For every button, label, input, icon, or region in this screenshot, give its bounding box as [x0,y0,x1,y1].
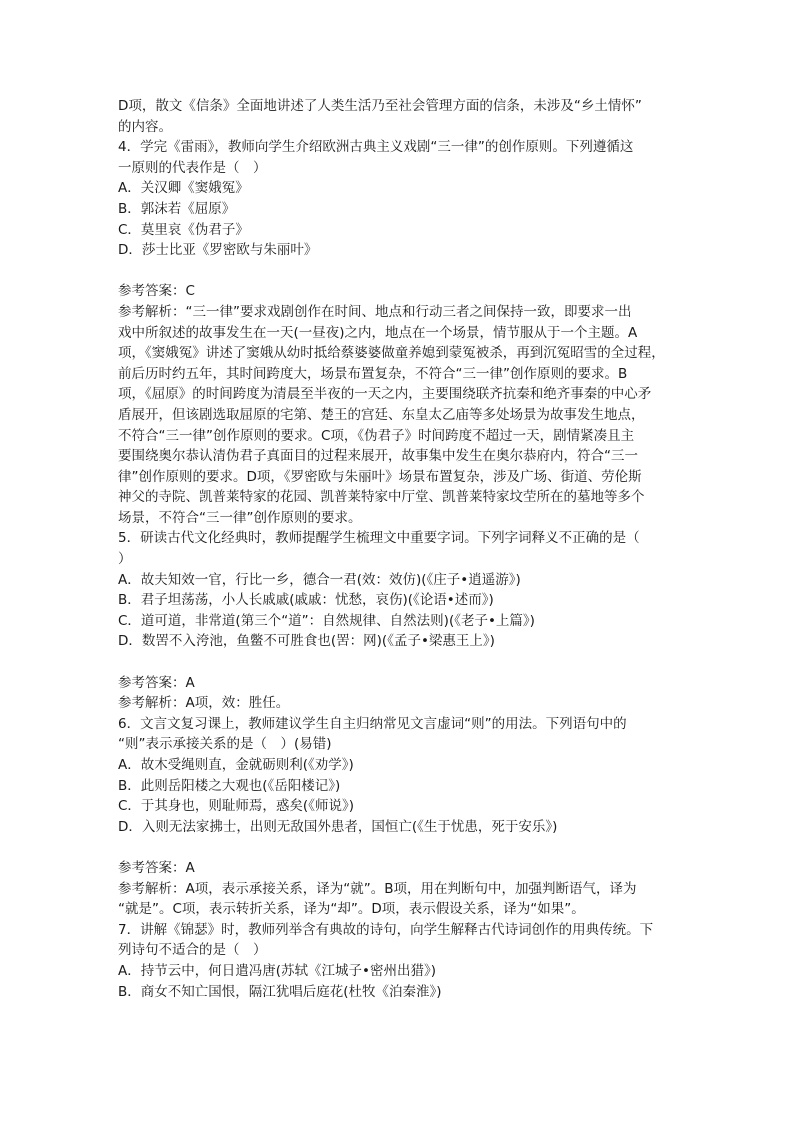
paragraph-gap [118,837,678,858]
text-line: C．于其身也，则耻师焉，惑矣(《师说》) [118,798,354,815]
block-q5-answer [118,673,678,714]
text-line: “就是”。C项，表示转折关系，译为“却”。D项，表示假设关系，译为“如果”。 [118,901,585,918]
text-line: 前后历时约五年，其时间跨度大，场景布置复杂，不符合“三一律”创作原则的要求。B [118,365,628,382]
text-line: D．莎士比亚《罗密欧与朱丽叶》 [118,242,318,259]
text-line: 神父的寺院、凯普莱特家的花园、凯普莱特家中厅堂、凯普莱特家坟茔所在的墓地等多个 [118,489,645,506]
text-line: 参考答案：C [118,283,195,300]
block-q4-answer [118,281,678,528]
text-line: 7．讲解《锦瑟》时，教师列举含有典故的诗句，向学生解释古代诗词创作的用典传统。下 [118,921,654,938]
text-line: 的内容。 [118,118,172,135]
text-line: D项，散文《信条》全面地讲述了人类生活乃至社会管理方面的信条，未涉及“乡土情怀” [118,98,642,114]
text-line: 参考解析：A项，效：胜任。 [118,695,290,712]
text-line: 参考解析：A项，表示承接关系，译为“就”。B项，用在判断句中，加强判断语气，译为 [118,880,637,897]
text-line: 参考答案：A [118,859,195,876]
text-line: B．商女不知亡国恨，隔江犹唱后庭花(杜牧《泊秦淮》) [118,983,442,1000]
text-line: ） [118,551,132,568]
text-line: 4．学完《雷雨》，教师向学生介绍欧洲古典主义戏剧“三一律”的创作原则。下列遵循这 [118,139,634,156]
text-line: A．关汉卿《窦娥冤》 [118,180,249,197]
text-line: 项，《窦娥冤》讲述了窦娥从幼时抵给蔡婆婆做童养媳到蒙冤被杀，再到沉冤昭雪的全过程， [118,345,665,362]
text-line: 参考解析：“三一律”要求戏剧创作在时间、地点和行动三者之间保持一致，即要求一出 [118,303,632,320]
text-line: A．持节云中，何日遣冯唐(苏轼《江城子•密州出猎》) [118,962,436,979]
text-line: C．莫里哀《伪君子》 [118,221,249,238]
text-line: D．入则无法家拂士，出则无敌国外患者，国恒亡(《生于忧患，死于安乐》) [118,818,558,835]
text-line: 6．文言文复习课上，教师建议学生自主归纳常见文言虚词“则”的用法。下列语句中的 [118,715,627,732]
text-line: 场景，不符合“三一律”创作原则的要求。 [118,509,362,526]
text-line: C．道可道，非常道(第三个“道”：自然规律、自然法则)(《老子•上篇》) [118,612,535,629]
text-line: 参考答案：A [118,674,195,691]
block-q6-answer [118,858,678,920]
block-q7 [118,920,678,1002]
text-line: A．故夫知效一官，行比一乡，德合一君(效：效仿)(《庄子•逍遥游》) [118,571,521,588]
text-line: 律”创作原则的要求。D项，《罗密欧与朱丽叶》场景布置复杂，涉及广场、街道、劳伦斯 [118,468,642,485]
text-line: 要围绕奥尔恭认清伪君子真面目的过程来展开，故事集中发生在奥尔恭府内，符合“三一 [118,448,638,465]
text-line: B．此则岳阳楼之大观也(《岳阳楼记》) [118,777,341,794]
text-line: 项，《屈原》的时间跨度为清晨至半夜的一天之内，主要围绕联齐抗秦和绝齐事秦的中心矛 [118,386,652,403]
document-page [118,96,678,1002]
text-line: B．郭沫若《屈原》 [118,200,236,217]
block-q4 [118,137,678,261]
block-q3-tail [118,96,678,137]
text-line: 戏中所叙述的故事发生在一天(一昼夜)之内，地点在一个场景，情节服从于一个主题。A [118,324,638,341]
text-line: “则”表示承接关系的是（ ）(易错) [118,736,332,753]
text-line: 5．研读古代文化经典时，教师提醒学生梳理文中重要字词。下列字词释义不正确的是（ [118,530,640,547]
text-line: A．故木受绳则直，金就砺则利(《劝学》) [118,757,354,773]
block-q6 [118,714,678,838]
paragraph-gap [118,261,678,282]
text-line: 列诗句不适合的是（ ） [118,942,267,959]
block-q5 [118,528,678,652]
text-line: D．数罟不入洿池，鱼鳖不可胜食也(罟：网)(《孟子•梁惠王上》) [118,633,495,650]
text-line: 盾展开，但该剧选取屈原的宅第、楚王的宫廷、东皇太乙庙等多处场景为故事发生地点， [118,406,645,423]
text-line: B．君子坦荡荡，小人长戚戚(戚戚：忧愁，哀伤)(《论语•述而》) [118,592,494,609]
text-line: 一原则的代表作是（ ） [118,159,267,176]
paragraph-gap [118,652,678,673]
text-line: 不符合“三一律”创作原则的要求。C项，《伪君子》时间跨度不超过一天，剧情紧凑且主 [118,427,635,444]
